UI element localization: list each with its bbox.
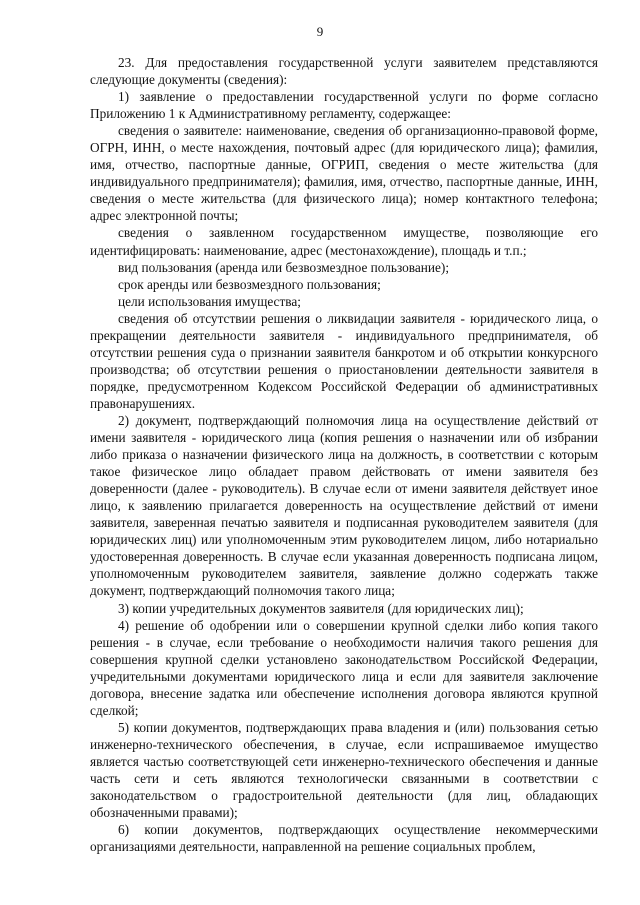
paragraph-usage-purpose: цели использования имущества; bbox=[118, 293, 301, 309]
paragraph-item-23: 23. Для предоставления государственной услуги заявителем представляются следующие документы (сведения): bbox=[90, 55, 598, 88]
paragraph-lease-term: срок аренды или безвозмездного пользования; bbox=[118, 276, 381, 292]
paragraph-subitem-6: 6) копии документов, подтверждающих осуществление некоммерческими организациями деятельности, направленной на решение социальных проблем, bbox=[90, 822, 598, 855]
paragraph-property-info: сведения о заявленном государственном имуществе, позволяющие его идентифицировать: наименование, адрес (местонахождение), площадь и т.п.; bbox=[90, 225, 598, 258]
paragraph-subitem-2: 2) документ, подтверждающий полномочия лица на осуществление действий от имени заявителя - юридического лица (копия решения о назначении или об избрании либо приказа о назначении физического лица на должность, в соответствии с которым такое физическое лицо обладает правом действовать от имени заявителя без доверенности (далее - руководитель). В случае если от имени заявителя действует иное лицо, к заявлению прилагается доверенность на осуществление действий от имени заявителя, заверенная печатью заявителя и подписанная руководителем заявителя (для юридических лиц) или уполномоченным этим руководителем лицом, либо нотариально удостоверенная доверенность. В случае если указанная доверенность подписана лицом, уполномоченным руководителем заявителя, заявление должно содержать также документ, подтверждающий полномочия такого лица; bbox=[90, 412, 598, 599]
page-number: 9 bbox=[316, 24, 324, 39]
document-body bbox=[90, 54, 598, 855]
paragraph-usage-type: вид пользования (аренда или безвозмездное пользование); bbox=[118, 259, 450, 275]
paragraph-no-liquidation: сведения об отсутствии решения о ликвидации заявителя - юридического лица, о прекращении деятельности заявителя - индивидуального предпринимателя, об отсутствии решения суда о признании заявителя банкротом и об открытии конкурсного производства; об отсутствии решения о приостановлении деятельности заявителя в порядке, предусмотренном Кодексом Российской Федерации об административных правонарушениях. bbox=[90, 310, 598, 411]
paragraph-subitem-5: 5) копии документов, подтверждающих права владения и (или) пользования сетью инженерно-технического обеспечения, в случае, если испрашиваемое имущество является частью соответствующей сети инженерно-технического обеспечения и данные часть сети и сеть являются технологически связанными в соответствии с законодательством о градостроительной деятельности (для лиц, обладающих обозначенными правами); bbox=[90, 719, 598, 821]
paragraph-subitem-4: 4) решение об одобрении или о совершении крупной сделки либо копия такого решения - в случае, если требование о необходимости наличия такого решения для совершения крупной сделки установлено законодательством Российской Федерации, учредительными документами юридического лица и если для заявителя заключение договора, внесение задатка или обеспечение исполнения договора являются крупной сделкой; bbox=[90, 617, 598, 718]
paragraph-subitem-1: 1) заявление о предоставлении государственной услуги по форме согласно Приложению 1 к Административному регламенту, содержащее: bbox=[90, 89, 598, 122]
paragraph-subitem-3: 3) копии учредительных документов заявителя (для юридических лиц); bbox=[118, 600, 524, 616]
paragraph-applicant-info: сведения о заявителе: наименование, сведения об организационно-правовой форме, ОГРН, ИНН, о месте нахождения, почтовый адрес (для юридического лица); фамилия, имя, отчество, паспортные данные, ОГРИП, сведения о месте жительства (для индивидуального предпринимателя); фамилия, имя, отчество, паспортные данные, ИНН, сведения о месте жительства (для физического лица); номер контактного телефона; адрес электронной почты; bbox=[90, 123, 598, 224]
